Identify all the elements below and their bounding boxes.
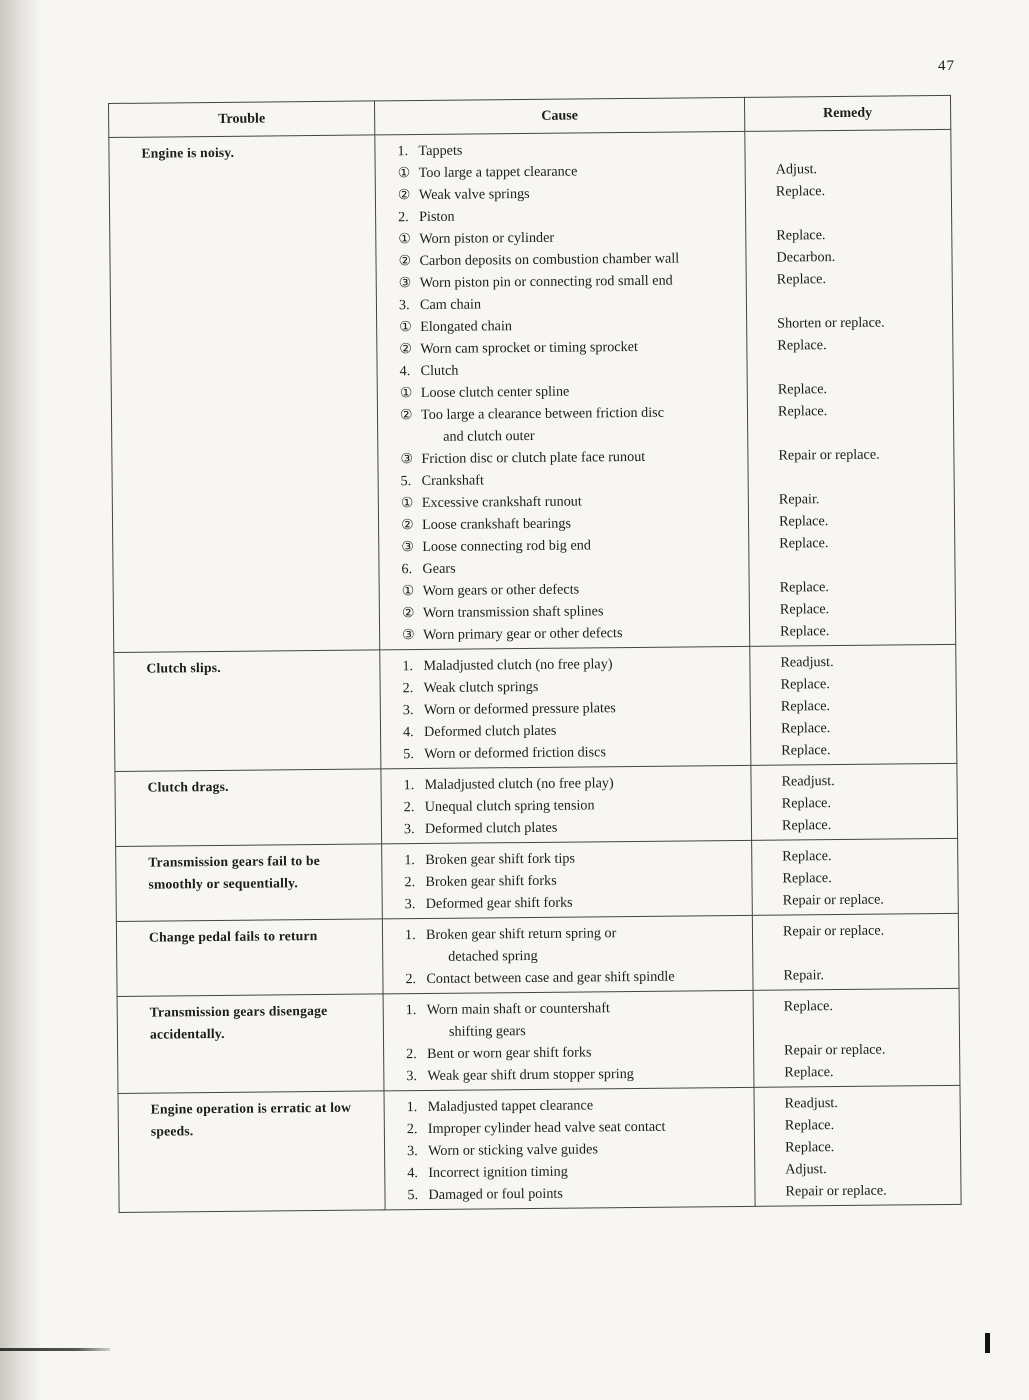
item-number: ② <box>401 605 415 622</box>
remedy-item: Repair or replace. <box>782 891 884 909</box>
cause-cell <box>382 840 753 919</box>
cause-text: detached spring <box>448 947 538 965</box>
cause-text: Tappets <box>418 142 463 160</box>
item-number: 1. <box>397 143 409 160</box>
cause-text: Weak gear shift drum stopper spring <box>427 1065 634 1084</box>
cause-text: Elongated chain <box>420 318 513 336</box>
cause-text: Clutch <box>420 362 459 380</box>
cause-item <box>382 815 751 841</box>
remedy-item: Replace. <box>780 698 831 715</box>
cause-text: Worn primary gear or other defects <box>423 625 623 643</box>
cause-text: Maladjusted clutch (no free play) <box>424 775 614 793</box>
item-number: 2. <box>404 874 416 891</box>
trouble-cell: Change pedal fails to return <box>116 919 383 997</box>
cause-text: Loose crankshaft bearings <box>421 515 572 534</box>
remedy-item: Replace. <box>780 676 830 693</box>
cause-text: Too large a clearance between friction disc <box>420 404 665 424</box>
remedy-item: Replace. <box>777 381 828 398</box>
cause-text: Friction disc or clutch plate face runout <box>421 448 646 468</box>
item-number: ① <box>399 319 412 336</box>
remedy-item <box>749 465 954 489</box>
remedy-item: Replace. <box>778 513 829 530</box>
item-number: ② <box>398 253 412 270</box>
item-number: 2. <box>405 971 417 988</box>
remedy-item: Replace. <box>777 337 827 354</box>
remedy-item: Repair or replace. <box>778 446 880 464</box>
cause-text: Gears <box>422 560 456 578</box>
remedy-item: Readjust. <box>784 1095 838 1112</box>
remedy-item: Repair. <box>778 491 820 508</box>
cause-text: Worn transmission shaft splines <box>422 603 604 622</box>
item-number: 1. <box>404 927 416 944</box>
trouble-cell: Clutch slips. <box>114 650 381 772</box>
remedy-item: Replace. <box>783 998 834 1015</box>
cause-text: Worn main shaft or countershaft <box>426 1000 611 1018</box>
remedy-item: Readjust. <box>781 773 835 790</box>
item-number: ③ <box>398 275 412 292</box>
cause-text: Piston <box>419 208 455 226</box>
cause-item <box>383 890 752 916</box>
item-number: ① <box>401 583 415 600</box>
remedy-item: Readjust. <box>780 654 834 671</box>
remedy-item: Adjust. <box>785 1161 827 1178</box>
item-number: 2. <box>406 1121 418 1138</box>
remedy-item: Replace. <box>775 183 826 200</box>
remedy-item: Replace. <box>784 1064 834 1081</box>
item-number: ① <box>399 385 413 402</box>
remedy-cell <box>752 838 959 915</box>
item-number: 4. <box>402 724 414 741</box>
item-number: 1. <box>402 658 414 675</box>
cause-text: Deformed clutch plates <box>423 722 557 740</box>
cause-text: Unequal clutch spring tension <box>424 797 595 815</box>
cause-text: Improper cylinder head valve seat contact <box>427 1118 666 1137</box>
remedy-item <box>753 941 958 965</box>
remedy-item: Replace. <box>779 579 829 596</box>
cause-text: Contact between case and gear shift spindle <box>426 968 675 987</box>
cause-item <box>385 1181 754 1207</box>
item-number: 4. <box>399 363 411 380</box>
item-number: 5. <box>400 473 412 490</box>
item-number: 2. <box>406 1046 417 1063</box>
page-number: 47 <box>938 58 955 74</box>
item-number: 2. <box>402 680 414 697</box>
item-number: 3. <box>404 896 416 913</box>
remedy-item: Replace. <box>784 1117 835 1134</box>
remedy-item: Replace. <box>782 870 832 887</box>
item-number: ③ <box>400 451 414 468</box>
remedy-item: Replace. <box>777 403 828 420</box>
remedy-item <box>749 553 954 577</box>
item-number: 4. <box>407 1165 419 1182</box>
table-row <box>118 1085 961 1212</box>
remedy-item: Replace. <box>781 817 832 834</box>
cause-text: Loose clutch center spline <box>420 383 570 402</box>
item-number: ③ <box>402 627 415 644</box>
item-number: ② <box>399 407 413 424</box>
cause-text: Worn or deformed friction discs <box>424 744 607 762</box>
table-row <box>117 988 960 1093</box>
table-body <box>109 129 961 1212</box>
item-number: 1. <box>406 1099 418 1116</box>
remedy-item: Repair or replace. <box>782 922 885 940</box>
cause-cell <box>381 765 752 844</box>
cause-text: Broken gear shift return spring or <box>425 925 617 943</box>
trouble-cell: Clutch drags. <box>115 769 382 847</box>
table-row <box>116 913 959 996</box>
item-number: ② <box>399 341 413 358</box>
item-number: ③ <box>401 539 414 556</box>
remedy-item: Decarbon. <box>776 249 836 266</box>
scan-artifact-mark <box>985 1333 990 1353</box>
item-number: 3. <box>398 297 410 314</box>
item-number: 6. <box>401 561 413 578</box>
cause-text: Worn piston pin or connecting rod small end <box>419 272 673 292</box>
remedy-cell <box>754 1085 961 1206</box>
remedy-item: Replace. <box>780 623 830 640</box>
cause-text: Worn or deformed pressure plates <box>423 700 616 718</box>
item-number: 3. <box>406 1068 418 1085</box>
cause-item <box>381 740 750 766</box>
troubleshooting-table <box>108 95 962 1213</box>
remedy-item: Replace. <box>782 848 832 865</box>
item-number: 5. <box>403 746 414 763</box>
cause-text: Bent or worn gear shift forks <box>427 1044 592 1062</box>
item-number: 1. <box>405 1002 417 1019</box>
remedy-item: Replace. <box>781 742 831 759</box>
remedy-item: Replace. <box>779 535 829 552</box>
cause-cell <box>383 990 754 1091</box>
remedy-item: Replace. <box>776 227 826 244</box>
remedy-item: Replace. <box>784 1139 835 1156</box>
remedy-item <box>747 289 952 313</box>
cause-text: Loose connecting rod big end <box>422 537 591 556</box>
item-number: ② <box>400 517 414 534</box>
trouble-cell: Transmission gears fail to be smoothly or sequentially. <box>116 844 383 922</box>
cause-text: Cam chain <box>419 296 482 314</box>
remedy-item: Replace. <box>781 795 832 812</box>
cause-item <box>383 965 752 991</box>
cause-text: Worn cam sprocket or timing sprocket <box>420 338 638 358</box>
trouble-cell: Engine is noisy. <box>109 135 380 653</box>
cause-text: Weak clutch springs <box>423 678 539 696</box>
cause-text: Maladjusted tappet clearance <box>427 1097 594 1115</box>
remedy-item <box>754 1016 959 1040</box>
cause-text: Carbon deposits on combustion chamber wall <box>419 250 680 270</box>
cause-text: Worn piston or cylinder <box>419 229 555 248</box>
remedy-item <box>747 355 952 379</box>
cause-text: Incorrect ignition timing <box>428 1163 568 1181</box>
cause-text: and clutch outer <box>443 427 535 445</box>
remedy-cell <box>750 644 957 765</box>
item-number: 2. <box>398 209 409 226</box>
cause-cell <box>375 131 750 650</box>
cause-item <box>380 621 749 647</box>
item-number: ① <box>400 495 414 512</box>
item-number: 5. <box>407 1187 419 1204</box>
scan-artifact-line <box>0 1348 110 1351</box>
item-number: ① <box>398 231 411 248</box>
cause-text: Deformed clutch plates <box>424 819 558 837</box>
cause-text: Weak valve springs <box>418 185 530 204</box>
remedy-item: Repair. <box>783 967 825 984</box>
remedy-item: Replace. <box>780 720 831 737</box>
cause-header: Cause <box>374 97 744 135</box>
item-number: 3. <box>402 702 414 719</box>
remedy-item: Replace. <box>776 271 827 288</box>
trouble-cell: Transmission gears disengage accidentally. <box>117 994 384 1094</box>
item-number: 1. <box>403 777 415 794</box>
remedy-item: Repair or replace. <box>785 1182 887 1200</box>
item-number: ② <box>397 187 411 204</box>
item-number: ① <box>397 165 411 182</box>
remedy-item <box>748 421 953 445</box>
remedy-cell <box>753 988 960 1087</box>
item-number: 3. <box>403 821 415 838</box>
trouble-header: Trouble <box>109 101 375 138</box>
cause-cell <box>380 646 751 769</box>
remedy-cell <box>751 763 958 840</box>
cause-text: Deformed gear shift forks <box>425 894 573 912</box>
table-row <box>116 838 959 921</box>
cause-text: Damaged or foul points <box>428 1185 563 1203</box>
remedy-item: Repair or replace. <box>784 1041 886 1059</box>
cause-text: Broken gear shift fork tips <box>425 850 576 868</box>
cause-item <box>384 1062 753 1088</box>
cause-text: Too large a tappet clearance <box>418 163 578 182</box>
page-edge-shadow <box>0 0 42 1400</box>
cause-text: shifting gears <box>448 1023 526 1040</box>
remedy-item: Shorten or replace. <box>777 314 885 332</box>
remedy-header: Remedy <box>744 95 950 131</box>
cause-cell <box>384 1087 755 1210</box>
remedy-item <box>745 135 950 159</box>
remedy-item: Replace. <box>779 601 830 618</box>
table-row <box>114 644 957 771</box>
cause-text: Worn gears or other defects <box>422 581 580 600</box>
cause-text: Broken gear shift forks <box>425 872 557 890</box>
cause-text: Worn or sticking valve guides <box>427 1141 599 1159</box>
remedy-cell <box>745 129 956 646</box>
item-number: 3. <box>406 1143 418 1160</box>
item-number: 1. <box>404 852 415 869</box>
item-number: 2. <box>403 799 415 816</box>
table-row <box>109 129 956 652</box>
cause-text: Crankshaft <box>421 472 484 490</box>
table-row <box>115 763 958 846</box>
remedy-item <box>746 201 951 225</box>
cause-text: Maladjusted clutch (no free play) <box>423 656 613 674</box>
cause-text: Excessive crankshaft runout <box>421 493 582 512</box>
remedy-item: Adjust. <box>775 161 818 178</box>
remedy-cell <box>752 913 959 990</box>
cause-cell <box>382 915 753 994</box>
trouble-cell: Engine operation is erratic at low speeds. <box>118 1091 385 1213</box>
